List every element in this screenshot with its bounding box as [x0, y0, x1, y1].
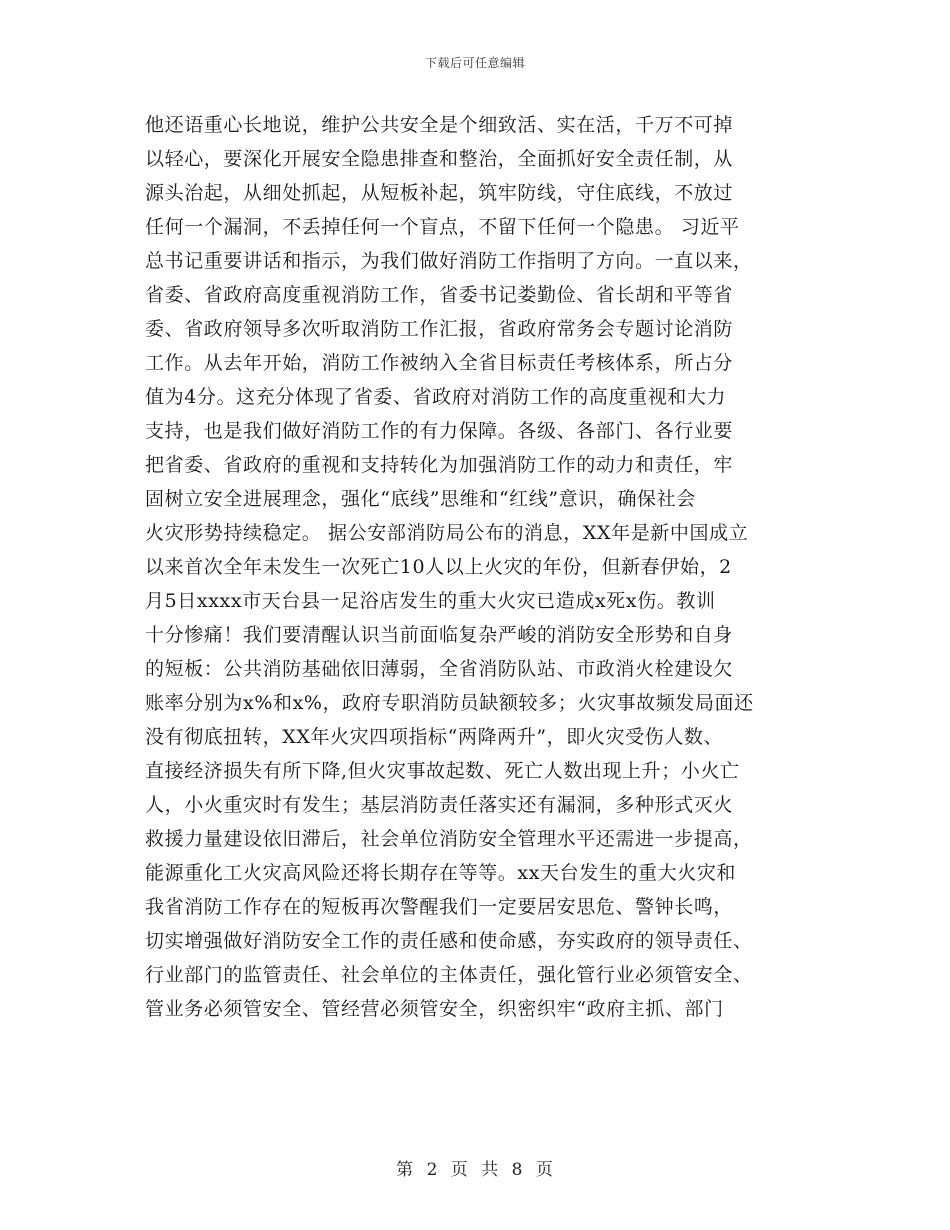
text-line: 救援力量建设依旧滞后，社会单位消防安全管理水平还需进一步提高， [145, 828, 753, 850]
text-line: 支持，也是我们做好消防工作的有力保障。各级、各部门、各行业要 [145, 420, 734, 442]
text-line: 行业部门的监管责任、社会单位的主体责任，强化管行业必须管安全、 [145, 964, 753, 986]
text-line: 月5日xxxx市天台县一足浴店发生的重大火灾已造成x死x伤。教训 [145, 590, 716, 612]
text-line: 火灾形势持续稳定。 据公安部消防局公布的消息，XX年是新中国成立 [145, 522, 749, 544]
text-line: 切实增强做好消防安全工作的责任感和使命感，夯实政府的领导责任、 [145, 930, 753, 952]
text-line: 委、省政府领导多次听取消防工作汇报，省政府常务会专题讨论消防 [145, 318, 734, 340]
text-line: 总书记重要讲话和指示，为我们做好消防工作指明了方向。一直以来， [145, 250, 753, 272]
text-line: 能源重化工火灾高风险还将长期存在等等。xx天台发生的重大火灾和 [145, 862, 737, 884]
text-line: 工作。从去年开始，消防工作被纳入全省目标责任考核体系，所占分 [145, 352, 734, 374]
text-line: 值为4分。这充分体现了省委、省政府对消防工作的高度重视和大力 [145, 386, 727, 408]
body-text [145, 108, 805, 1026]
text-line: 的短板：公共消防基础依旧薄弱，全省消防队站、市政消火栓建设欠 [145, 658, 734, 680]
text-line: 固树立安全进展理念，强化“底线”思维和“红线”意识，确保社会 [145, 488, 696, 510]
text-line: 他还语重心长地说，维护公共安全是个细致活、实在活，千万不可掉 [145, 114, 734, 136]
text-line: 省委、省政府高度重视消防工作，省委书记娄勤俭、省长胡和平等省 [145, 284, 734, 306]
page-number-footer: 第 2 页 共 8 页 [396, 1160, 554, 1180]
text-line: 十分惨痛！我们要清醒认识当前面临复杂严峻的消防安全形势和自身 [145, 624, 734, 646]
text-line: 我省消防工作存在的短板再次警醒我们一定要居安思危、警钟长鸣， [145, 896, 734, 918]
text-line: 源头治起，从细处抓起，从短板补起，筑牢防线，守住底线，不放过 [145, 182, 734, 204]
text-line: 以轻心，要深化开展安全隐患排查和整治，全面抓好安全责任制，从 [145, 148, 734, 170]
text-line: 人，小火重灾时有发生；基层消防责任落实还有漏洞，多种形式灭火 [145, 794, 734, 816]
text-line: 任何一个漏洞，不丢掉任何一个盲点，不留下任何一个隐患。 习近平 [145, 216, 740, 238]
text-line: 管业务必须管安全、管经营必须管安全，织密织牢“政府主抓、部门 [145, 998, 724, 1020]
text-line: 账率分别为x%和x%，政府专职消防员缺额较多；火灾事故频发局面还 [145, 692, 754, 714]
page-header: 下载后可任意编辑 [424, 56, 525, 70]
text-line: 以来首次全年未发生一次死亡10人以上火灾的年份，但新春伊始，2 [145, 556, 732, 578]
text-line: 没有彻底扭转，XX年火灾四项指标“两降两升”，即火灾受伤人数、 [145, 726, 724, 748]
text-line: 把省委、省政府的重视和支持转化为加强消防工作的动力和责任，牢 [145, 454, 734, 476]
text-line: 直接经济损失有所下降,但火灾事故起数、死亡人数出现上升；小火亡 [145, 760, 740, 782]
